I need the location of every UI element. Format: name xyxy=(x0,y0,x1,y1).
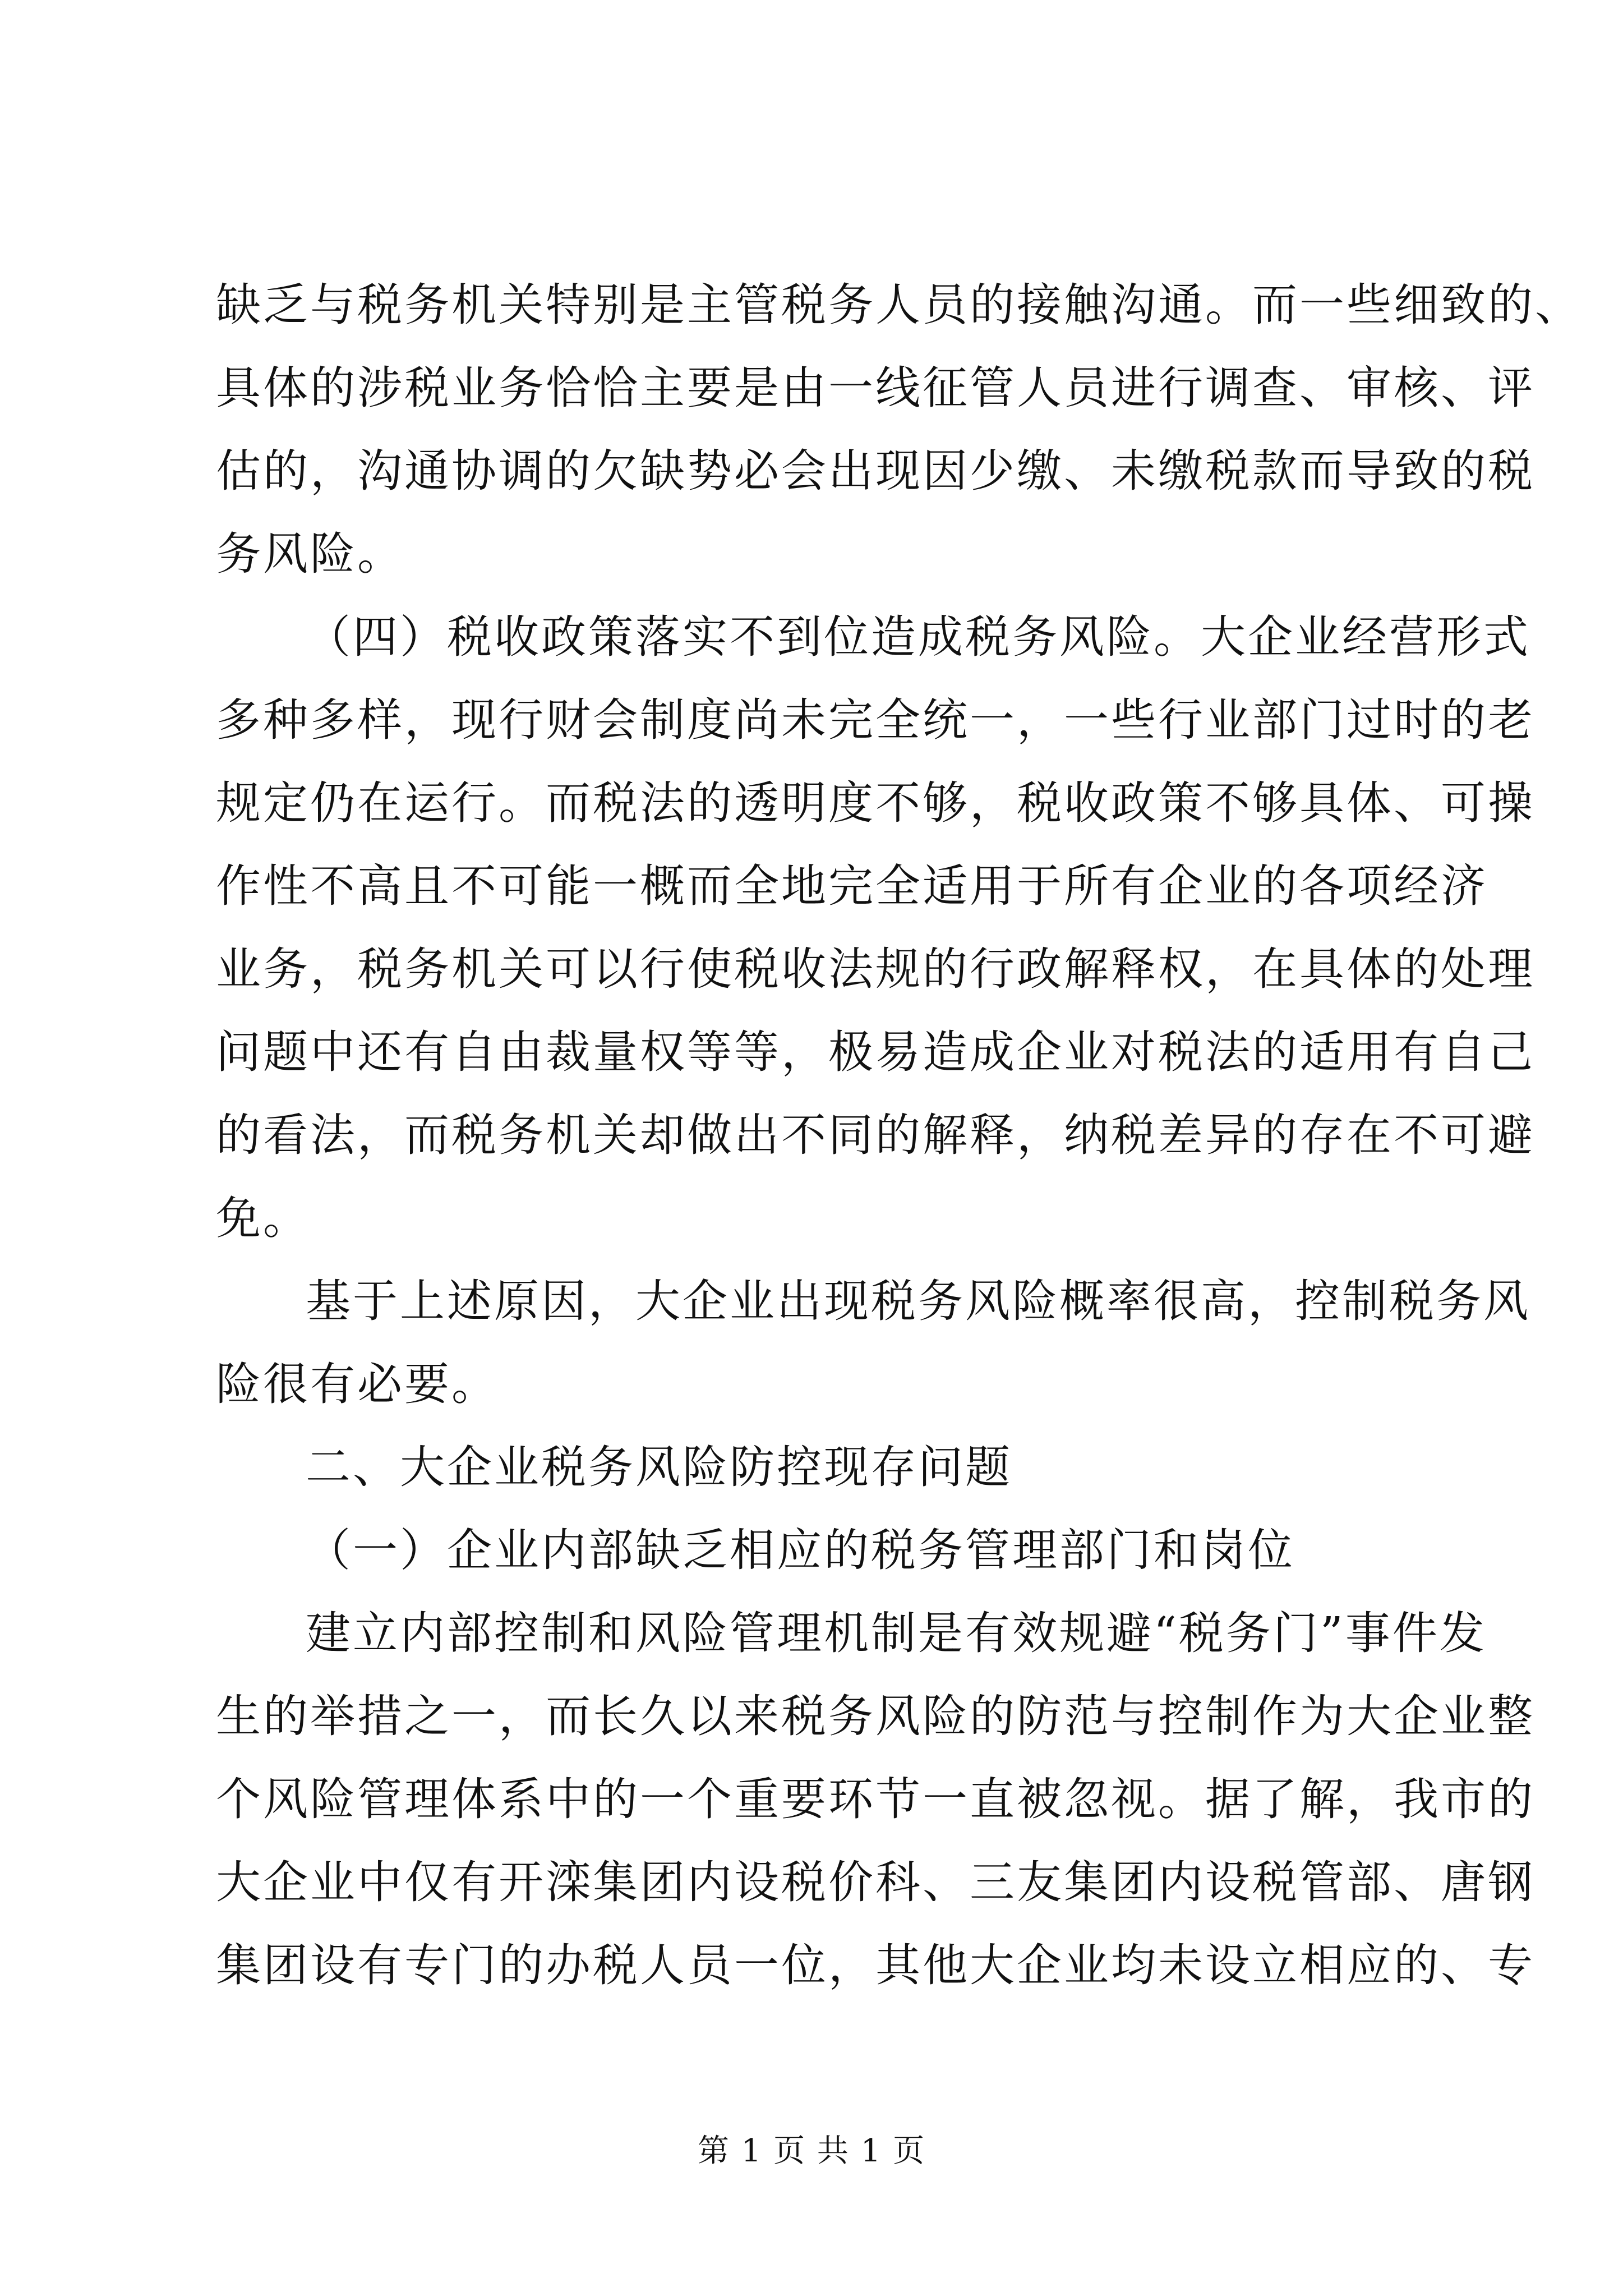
text-line: 作性不高且不可能一概而全地完全适用于所有企业的各项经济 xyxy=(216,860,1488,912)
paragraph-start-line: 基于上述原因，大企业出现税务风险概率很高，控制税务风 xyxy=(306,1275,1530,1327)
subsection-title: （一）企业内部缺乏相应的税务管理部门和岗位 xyxy=(306,1524,1295,1576)
text-line: 个风险管理体系中的一个重要环节一直被忽视。据了解，我市的 xyxy=(216,1773,1535,1825)
text-line: 生的举措之一，而长久以来税务风险的防范与控制作为大企业整 xyxy=(216,1690,1535,1742)
text-line: 缺乏与税务机关特别是主管税务人员的接触沟通。而一些细致的、 xyxy=(216,279,1582,331)
text-line: 问题中还有自由裁量权等等，极易造成企业对税法的适用有自己 xyxy=(216,1026,1535,1078)
document-body xyxy=(216,264,1582,2007)
paragraph-start-line: 建立内部控制和风险管理机制是有效规避“税务门”事件发 xyxy=(306,1607,1487,1659)
page-number-footer: 第 1 页 共 1 页 xyxy=(697,2133,926,2169)
text-line: 务风险。 xyxy=(216,528,404,580)
text-line: 业务，税务机关可以行使税收法规的行政解释权，在具体的处理 xyxy=(216,943,1535,995)
section-heading-line: （四）税收政策落实不到位造成税务风险。大企业经营形式 xyxy=(306,611,1530,663)
text-line: 估的，沟通协调的欠缺势必会出现因少缴、未缴税款而导致的税 xyxy=(216,445,1535,497)
text-line: 集团设有专门的办税人员一位，其他大企业均未设立相应的、专 xyxy=(216,1939,1535,1991)
text-line: 具体的涉税业务恰恰主要是由一线征管人员进行调查、审核、评 xyxy=(216,362,1535,414)
text-line: 多种多样，现行财会制度尚未完全统一，一些行业部门过时的老 xyxy=(216,694,1535,746)
text-line: 险很有必要。 xyxy=(216,1358,499,1410)
text-line: 规定仍在运行。而税法的透明度不够，税收政策不够具体、可操 xyxy=(216,777,1535,829)
text-line: 免。 xyxy=(216,1192,310,1244)
text-line: 的看法，而税务机关却做出不同的解释，纳税差异的存在不可避 xyxy=(216,1109,1535,1161)
section-title: 二、大企业税务风险防控现存问题 xyxy=(306,1441,1012,1493)
text-line: 大企业中仅有开滦集团内设税价科、三友集团内设税管部、唐钢 xyxy=(216,1856,1535,1908)
